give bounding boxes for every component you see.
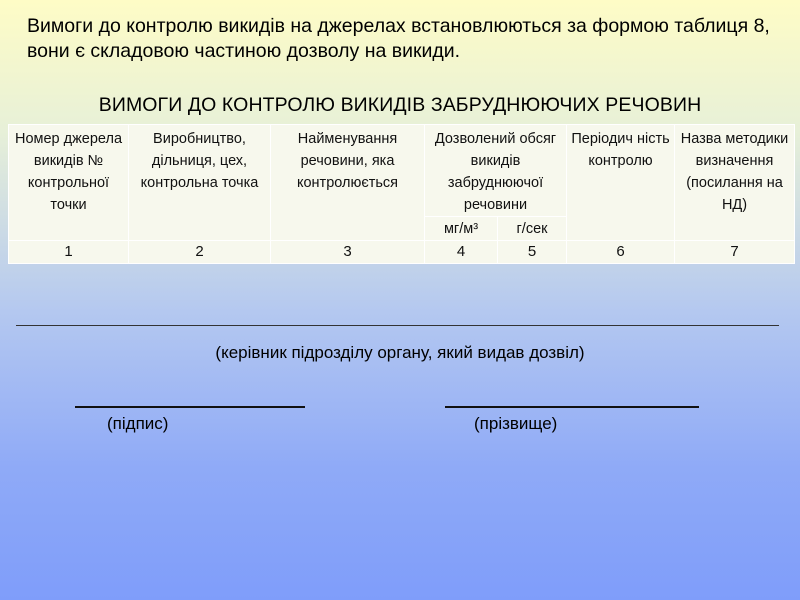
subheader-unit-mg-m3: мг/м³ <box>425 217 498 241</box>
column-number: 7 <box>675 241 795 264</box>
column-number: 6 <box>567 241 675 264</box>
column-number: 4 <box>425 241 498 264</box>
header-production: Виробництво, дільниця, цех, контрольна точка <box>129 125 271 241</box>
header-method-name: Назва методики визначення (посилання на НД) <box>675 125 795 241</box>
header-substance-name: Найменування речовини, яка контролюється <box>271 125 425 241</box>
subheader-unit-g-sec: г/сек <box>498 217 567 241</box>
intro-paragraph: Вимоги до контролю викидів на джерелах встановлюються за формою таблиця 8, вони є складовою частиною дозволу на викиди. <box>27 15 770 62</box>
emission-control-requirements-table <box>8 124 795 264</box>
table-column-numbers-row <box>9 241 795 264</box>
column-number: 3 <box>271 241 425 264</box>
column-number: 2 <box>129 241 271 264</box>
column-number: 5 <box>498 241 567 264</box>
surname-line <box>445 406 699 408</box>
signer-line <box>16 325 779 326</box>
header-periodicity: Періодич ність контролю <box>567 125 675 241</box>
surname-label: (прізвище) <box>474 414 558 433</box>
signature-label: (підпис) <box>107 414 169 433</box>
table-header-row <box>9 125 795 217</box>
header-source-number: Номер джерела викидів № контрольної точки <box>9 125 129 241</box>
table-title: ВИМОГИ ДО КОНТРОЛЮ ВИКИДІВ ЗАБРУДНЮЮЧИХ РЕЧОВИН <box>98 94 702 116</box>
signer-caption: (керівник підрозділу органу, який видав дозвіл) <box>215 343 585 362</box>
header-permitted-volume: Дозволений обсяг викидів забруднюючої речовини <box>425 125 567 217</box>
column-number: 1 <box>9 241 129 264</box>
signature-line <box>75 406 305 408</box>
